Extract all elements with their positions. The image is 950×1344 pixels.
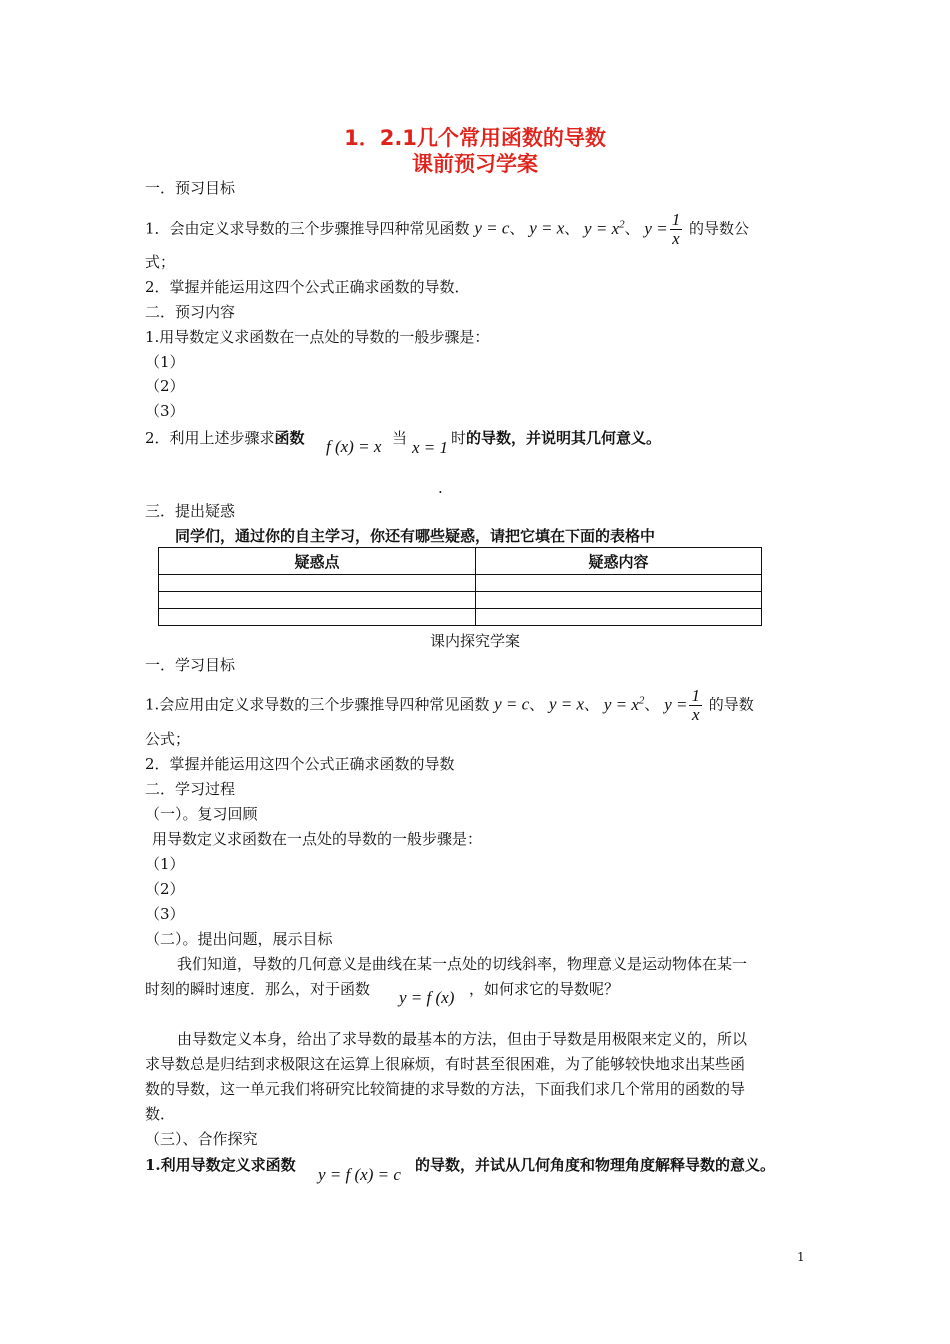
dot-mark: . bbox=[438, 479, 443, 497]
formula-y-x-squared: $y = x^2$ bbox=[584, 218, 625, 238]
paragraph-2-line-2: 求导数总是归结到求极限这在运算上很麻烦，有时甚至很困难，为了能够较快地求出某些函 bbox=[145, 1055, 746, 1073]
questions-table bbox=[158, 547, 762, 626]
formula-y-f-x-c: y = f (x) = c bbox=[318, 1165, 401, 1184]
preview-goal-2: 2．掌握并能运用这四个公式正确求函数的导数． bbox=[145, 278, 470, 296]
preview-step-2: （2） bbox=[145, 377, 185, 395]
formula-y-c: y = c bbox=[494, 694, 530, 714]
formula-y-c: y = c bbox=[474, 218, 510, 238]
paragraph-2-line-3: 数的导数，这一单元我们将研究比较简捷的求导数的方法，下面我们求几个常用的函数的导 bbox=[145, 1080, 746, 1098]
document-subtitle: 课前预习学案 bbox=[412, 152, 538, 176]
separator: 、 bbox=[564, 219, 580, 238]
table-cell[interactable] bbox=[159, 592, 476, 609]
table-cell[interactable] bbox=[476, 592, 762, 609]
separator: 、 bbox=[624, 219, 640, 238]
table-row bbox=[159, 609, 762, 626]
formula-y-x-squared: $y = x^2$ bbox=[603, 694, 645, 714]
review-step-3: （3） bbox=[145, 905, 185, 923]
table-cell[interactable] bbox=[476, 575, 762, 592]
preview-content-2: 2．利用上述步骤求函数 bbox=[145, 429, 305, 447]
preview-goal-1-continued: 式； bbox=[145, 253, 176, 271]
separator: 、 bbox=[529, 695, 545, 714]
paragraph-2-line-1: 由导数定义本身，给出了求导数的最基本的方法，但由于导数是用极限来定义的，所以 bbox=[177, 1030, 748, 1048]
review-step-2: （2） bbox=[145, 880, 185, 898]
separator: 、 bbox=[644, 695, 660, 714]
separator: 、 bbox=[509, 219, 525, 238]
section-heading-preview-content: 二．预习内容 bbox=[145, 303, 236, 321]
questions-intro: 同学们，通过你的自主学习，你还有哪些疑惑，请把它填在下面的表格中 bbox=[175, 527, 656, 545]
formula-f-x-eq-x: f (x) = x bbox=[326, 437, 382, 456]
text-dang: 当 bbox=[392, 429, 408, 447]
formula-y-reciprocal: y = $\frac{1}{x}$ bbox=[644, 210, 681, 249]
preview-content-2-end: 时的导数，并说明其几何意义。 bbox=[451, 429, 662, 447]
review-step-1: （1） bbox=[145, 855, 185, 873]
formula-y-x: y = x bbox=[529, 218, 565, 238]
section-heading-learning-goals: 一．学习目标 bbox=[145, 656, 236, 674]
part-3-heading: （三）、合作探究 bbox=[145, 1130, 258, 1148]
table-row bbox=[159, 575, 762, 592]
table-header-row bbox=[159, 548, 762, 575]
table-header-point: 疑惑点 bbox=[159, 548, 476, 575]
separator: 、 bbox=[584, 695, 600, 714]
formula-x-eq-1: x = 1 bbox=[412, 438, 449, 457]
part-1-heading: （一）。复习回顾 bbox=[145, 805, 258, 823]
formula-y-eq-f-x: y = f (x) bbox=[399, 988, 455, 1007]
learning-goal-2: 2．掌握并能运用这四个公式正确求函数的导数 bbox=[145, 755, 455, 773]
preview-content-1: 1.用导数定义求函数在一点处的导数的一般步骤是： bbox=[145, 328, 490, 346]
document-title: 1．2.1几个常用函数的导数 bbox=[344, 126, 606, 150]
preview-step-1: （1） bbox=[145, 353, 185, 371]
task-1-end: 的导数，并试从几何角度和物理角度解释导数的意义。 bbox=[415, 1156, 776, 1174]
table-cell[interactable] bbox=[476, 609, 762, 626]
paragraph-1-end: ，如何求它的导数呢？ bbox=[469, 980, 620, 998]
table-header-content: 疑惑内容 bbox=[476, 548, 762, 575]
learning-goal-1-continued: 公式； bbox=[145, 730, 191, 748]
section-heading-preview-goals: 一．预习目标 bbox=[145, 179, 236, 197]
paragraph-2-line-4: 数． bbox=[145, 1105, 176, 1123]
page-number: 1 bbox=[797, 1250, 805, 1264]
paragraph-1-line-1: 我们知道，导数的几何意义是曲线在某一点处的切线斜率，物理意义是运动物体在某一 bbox=[177, 955, 748, 973]
table-cell[interactable] bbox=[159, 575, 476, 592]
learning-goal-1: 1.会应用由定义求导数的三个步骤推导四种常见函数 y = c、 y = x、 $y = x^2$、 y = $\frac{1}{x}$ 的导数 bbox=[145, 686, 754, 725]
table-row bbox=[159, 592, 762, 609]
part-1-text: 用导数定义求函数在一点处的导数的一般步骤是： bbox=[152, 830, 483, 848]
table-cell[interactable] bbox=[159, 609, 476, 626]
formula-y-reciprocal: y = $\frac{1}{x}$ bbox=[664, 686, 700, 725]
section-heading-questions: 三．提出疑惑 bbox=[145, 502, 236, 520]
inclass-title: 课内探究学案 bbox=[429, 632, 520, 650]
section-heading-learning-process: 二．学习过程 bbox=[145, 780, 236, 798]
paragraph-1-line-2: 时刻的瞬时速度．那么，对于函数 bbox=[145, 980, 371, 998]
part-2-heading: （二）。提出问题，展示目标 bbox=[145, 930, 333, 948]
preview-step-3: （3） bbox=[145, 402, 185, 420]
task-1-text: 1.利用导数定义求函数 bbox=[145, 1156, 296, 1174]
formula-y-x: y = x bbox=[548, 694, 585, 714]
preview-goal-1: 1．会由定义求导数的三个步骤推导四种常见函数 y = c、 y = x、 $y = x^2$、 y = $\frac{1}{x}$ 的导数公 bbox=[145, 210, 749, 249]
preview-goal-1-text: 1．会由定义求导数的三个步骤推导四种常见函数 bbox=[145, 219, 470, 238]
